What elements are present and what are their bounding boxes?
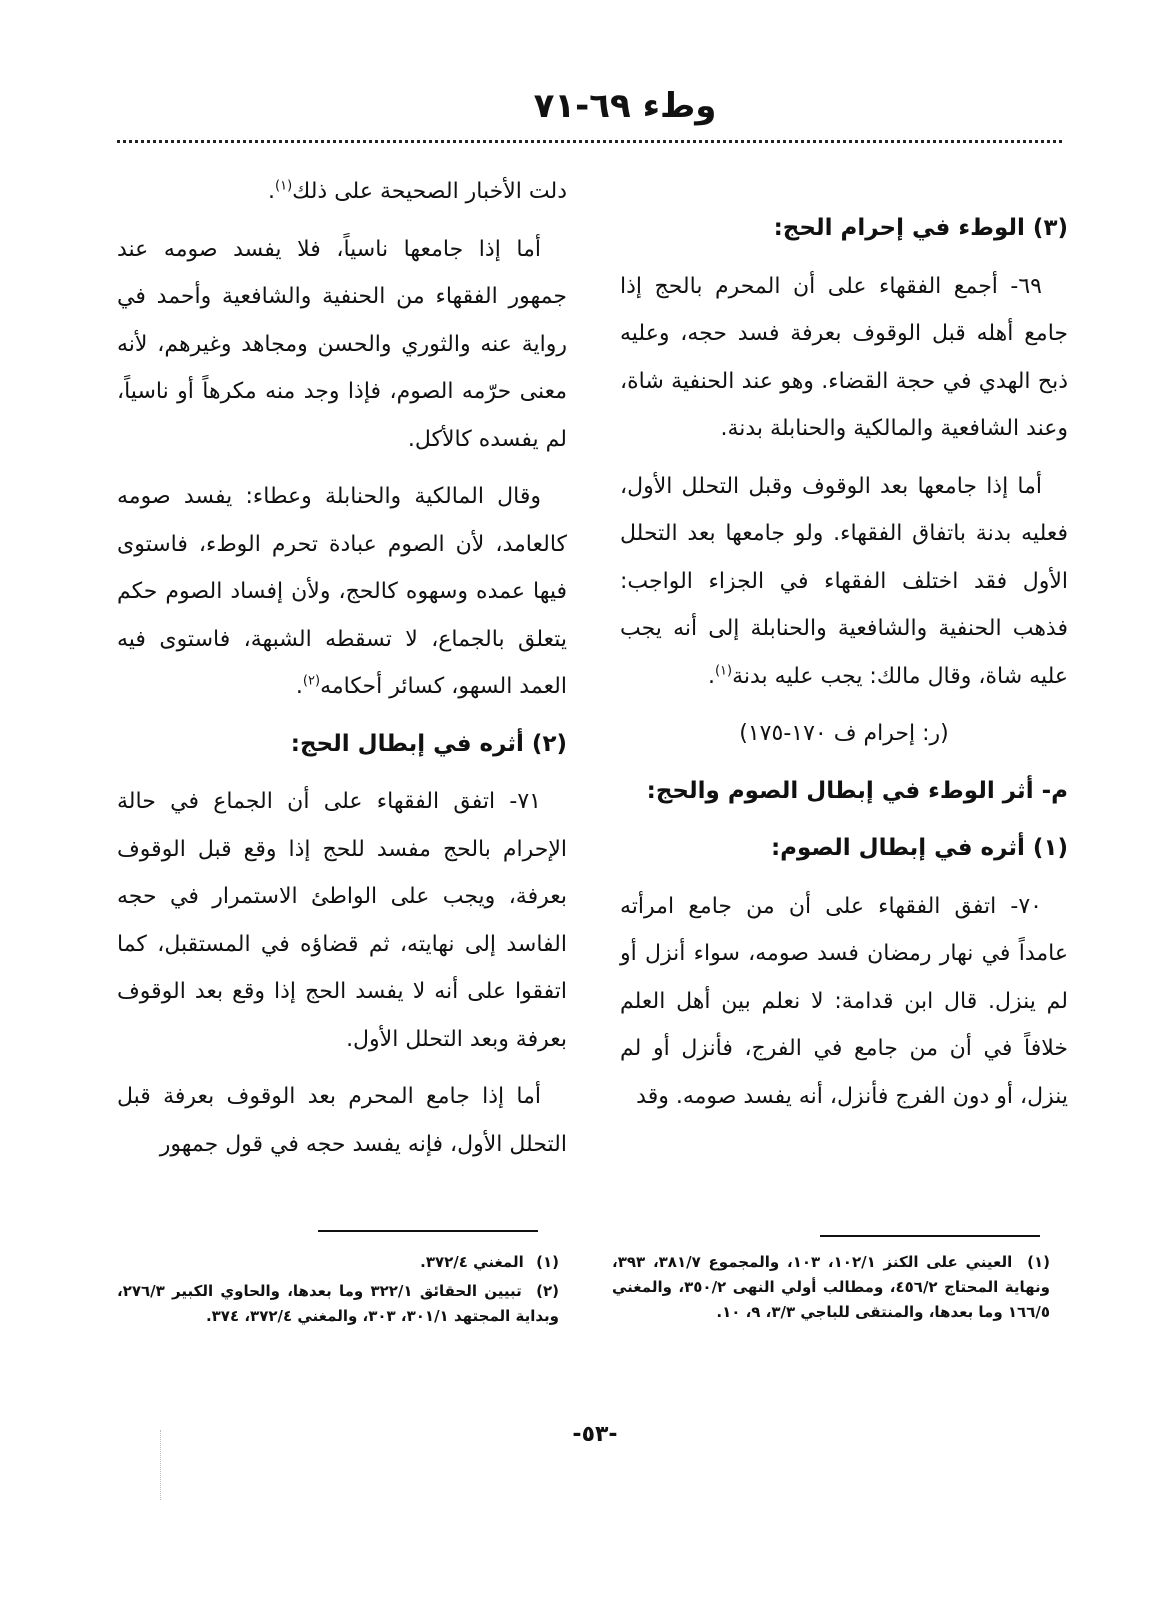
paragraph-69: ٦٩- أجمع الفقهاء على أن المحرم بالحج إذا جامع أهله قبل الوقوف بعرفة فسد حجه، وعليه ذبح الهدي في حجة القضاء. وهو عند الحنفية شاة، وعند الشافعية والمالكية والحنابلة بدنة. (620, 273, 1068, 441)
subsection-heading-fasting: (١) أثره في إبطال الصوم: (770, 835, 1068, 861)
footnote-text: تبيين الحقائق ٣٢٢/١ وما بعدها، والحاوي الكبير ٢٧٦/٣، وبداية المجتهد ٣٠١/١، ٣٠٣، والمغني ٣٧٢/٤، ٣٧٤. (117, 1282, 559, 1325)
left-column (117, 168, 567, 1178)
footnote-rule-right (820, 1235, 1040, 1237)
paragraph-71b: أما إذا جامع المحرم بعد الوقوف بعرفة قبل التحلل الأول، فإنه يفسد حجه في قول جمهور (117, 1084, 567, 1157)
footnote-number: (١) (1027, 1253, 1051, 1271)
subsection-heading-hajj: (٢) أثره في إبطال الحج: (290, 730, 567, 757)
page-header (130, 82, 1060, 138)
paragraph-69b-text: أما إذا جامعها بعد الوقوف وقبل التحلل الأول، فعليه بدنة باتفاق الفقهاء. ولو جامعها بعد التحلل الأول فقد اختلف الفقهاء في الجزاء الواجب: فذهب الحنفية والشافعية والحنابلة إلى أنه يجب عليه شاة، وقال مالك: يجب عليه بدنة (620, 473, 1068, 689)
running-title: وطء ٦٩-٧١ (533, 86, 717, 126)
footnote-ref: (١) (275, 178, 293, 194)
paragraph-70: ٧٠- اتفق الفقهاء على أن من جامع امرأته عامداً في نهار رمضان فسد صومه، سواء أنزل أو لم ينزل. قال ابن قدامة: لا نعلم بين أهل العلم خلافاً في أن من جامع في الفرج، فأنزل أو لم ينزل، أو دون الفرج فأنزل، أنه يفسد صومه. وقد (620, 893, 1068, 1109)
paragraph-69b (620, 463, 1068, 701)
footnote-number: (١) (536, 1253, 559, 1271)
footnote-ref: (١) (714, 663, 733, 679)
paragraph-forgetful: أما إذا جامعها ناسياً، فلا يفسد صومه عند جمهور الفقهاء من الحنفية والشافعية وأحمد في رواية عنه والثوري والحسن ومجاهد وغيرهم، لأنه معنى حرّمه الصوم، فإذا وجد منه مكرهاً أو ناسياً، لم يفسده كالأكل. (117, 236, 567, 452)
maliki-end: . (295, 674, 303, 699)
paragraph-maliki (117, 473, 567, 711)
footnotes-right (612, 1250, 1050, 1329)
header-dotted-rule (117, 140, 1062, 143)
cross-reference: (ر: إحرام ف ١٧٠-١٧٥) (739, 721, 949, 746)
footnote-rule-left (318, 1230, 538, 1232)
paragraph-69b-end: . (707, 663, 715, 689)
footnote-item (612, 1250, 1050, 1325)
paragraph-continuation (117, 168, 567, 216)
page-number: -٥٣- (572, 1422, 618, 1447)
footnotes-left (117, 1250, 559, 1333)
maliki-text: وقال المالكية والحنابلة وعطاء: يفسد صومه كالعامد، لأن الصوم عبادة تحرم الوطء، فاستوى فيها عمده وسهوه كالحج، ولأن إفساد الصوم حكم يتعلق بالجماع، لا تسقطه الشبهة، فاستوى فيه العمد السهو، كسائر أحكامه (117, 484, 567, 699)
footnote-item (117, 1279, 559, 1329)
continuation-end: . (268, 179, 276, 204)
footnote-number: (٢) (536, 1282, 559, 1300)
paragraph-71: ٧١- اتفق الفقهاء على أن الجماع في حالة الإحرام بالحج مفسد للحج إذا وقع قبل الوقوف بعرفة، ويجب على الواطئ الاستمرار في حجه الفاسد إلى نهايته، ثم قضاؤه في المستقبل، كما اتفقوا على أنه لا يفسد الحج إذا وقع بعد الوقوف بعرفة وبعد التحلل الأول. (117, 789, 567, 1052)
continuation-text: دلت الأخبار الصحيحة على ذلك (292, 179, 567, 204)
scan-margin-mark (160, 1430, 162, 1500)
right-column (620, 205, 1068, 1130)
footnote-text: العيني على الكنز ١٠٢/١، ١٠٣، والمجموع ٣٨١/٧، ٣٩٣، ونهاية المحتاج ٤٥٦/٢، ومطالب أولي النهى ٣٥٠/٢، والمغني ١٦٦/٥ وما بعدها، والمنتقى للباجي ٣/٣، ٩، ١٠. (612, 1253, 1050, 1321)
section-heading-m: م- أثر الوطء في إبطال الصوم والحج: (646, 777, 1068, 804)
footnote-ref: (٢) (302, 673, 321, 689)
footnote-item (117, 1250, 559, 1275)
section-heading-hajj-ihram: (٣) الوطء في إحرام الحج: (773, 215, 1068, 241)
footnote-text: المغني ٣٧٢/٤. (420, 1253, 524, 1271)
